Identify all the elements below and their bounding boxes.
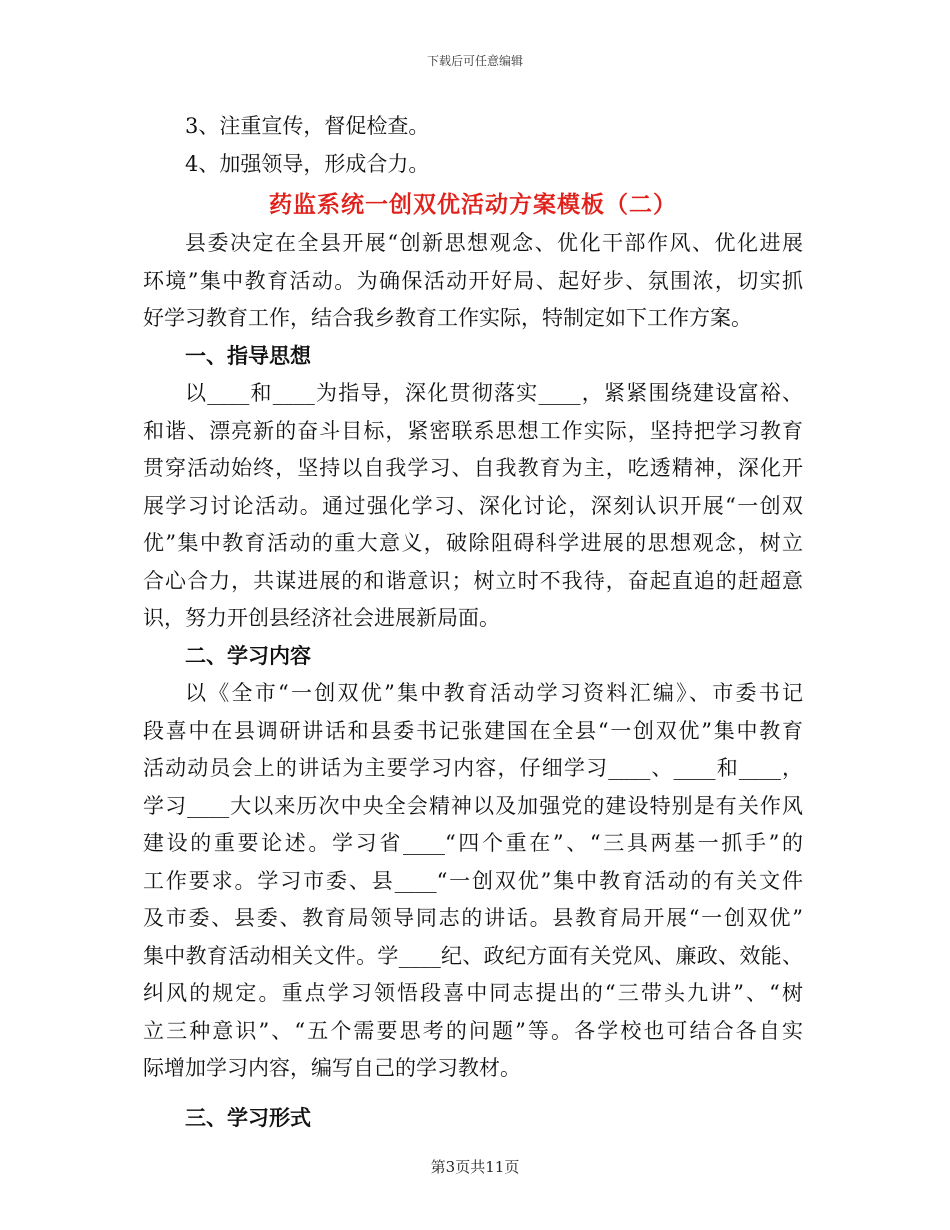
spacer bbox=[143, 1088, 803, 1100]
section-heading-guiding-ideology: 一、指导思想 bbox=[185, 343, 311, 368]
paragraph-line: 立三种意识”、“五个需要思考的问题”等。各学校也可结合各自实 bbox=[143, 1018, 803, 1043]
paragraph-line: 际增加学习内容，编写自己的学习教材。 bbox=[143, 1056, 521, 1080]
section-paragraph-guiding-ideology bbox=[143, 375, 803, 638]
paragraph-line: 及市委、县委、教育局领导同志的讲话。县教育局开展“一创双优” bbox=[143, 906, 803, 930]
paragraph-line: 展学习讨论活动。通过强化学习、深化讨论，深刻认识开展“一创双 bbox=[143, 493, 803, 518]
section-paragraph-study-content bbox=[143, 675, 803, 1088]
list-item: 4、加强领导，形成合力。 bbox=[185, 151, 430, 176]
paragraph-line: 以《全市“一创双优”集中教育活动学习资料汇编》、市委书记 bbox=[185, 681, 803, 705]
paragraph-line: 段喜中在县调研讲话和县委书记张建国在全县“一创双优”集中教育 bbox=[143, 718, 803, 743]
paragraph-line: 和谐、漂亮新的奋斗目标，紧密联系思想工作实际，坚持把学习教育 bbox=[143, 418, 803, 443]
list-item: 3、注重宣传，督促检查。 bbox=[185, 114, 430, 138]
paragraph-line: 工作要求。学习市委、县____“一创双优”集中教育活动的有关文件 bbox=[143, 868, 803, 893]
paragraph-line: 建设的重要论述。学习省____“四个重在”、“三具两基一抓手”的 bbox=[143, 831, 803, 855]
paragraph-line: 识，努力开创县经济社会进展新局面。 bbox=[143, 606, 500, 630]
paragraph-line: 优”集中教育活动的重大意义，破除阻碍科学进展的思想观念，树立 bbox=[143, 531, 803, 555]
current-page-number: 3 bbox=[445, 1158, 456, 1176]
page-footer bbox=[0, 1156, 950, 1177]
paragraph-line: 好学习教育工作，结合我乡教育工作实际，特制定如下工作方案。 bbox=[143, 306, 752, 330]
paragraph-line: 纠风的规定。重点学习领悟段喜中同志提出的“三带头九讲”、“树 bbox=[143, 981, 803, 1005]
intro-paragraph bbox=[143, 225, 803, 338]
paragraph-line: 环境”集中教育活动。为确保活动开好局、起好步、氛围浓，切实抓 bbox=[143, 268, 803, 293]
document-title: 药监系统一创双优活动方案模板（二） bbox=[269, 192, 677, 218]
total-page-count: 11 bbox=[485, 1158, 505, 1176]
header-note: 下载后可任意编辑 bbox=[426, 54, 523, 68]
paragraph-line: 学习____大以来历次中央全会精神以及加强党的建设特别是有关作风 bbox=[143, 793, 803, 818]
footer-suffix: 页 bbox=[504, 1158, 520, 1176]
paragraph-line: 活动动员会上的讲话为主要学习内容，仔细学习____、____和____， bbox=[143, 756, 803, 780]
document-body bbox=[143, 108, 803, 1137]
paragraph-line: 贯穿活动始终，坚持以自我学习、自我教育为主，吃透精神，深化开 bbox=[143, 456, 803, 480]
paragraph-line: 集中教育活动相关文件。学____纪、政纪方面有关党风、廉政、效能、 bbox=[143, 943, 803, 968]
section-heading-study-content: 二、学习内容 bbox=[185, 643, 311, 668]
footer-prefix: 第 bbox=[430, 1158, 446, 1176]
section-heading-study-format: 三、学习形式 bbox=[185, 1105, 311, 1130]
footer-middle: 页共 bbox=[455, 1158, 486, 1176]
paragraph-line: 合心合力，共谋进展的和谐意识；树立时不我待，奋起直追的赶超意 bbox=[143, 568, 803, 593]
paragraph-line: 以____和____为指导，深化贯彻落实____，紧紧围绕建设富裕、 bbox=[185, 381, 803, 405]
paragraph-line: 县委决定在全县开展“创新思想观念、优化干部作风、优化进展 bbox=[185, 231, 803, 255]
